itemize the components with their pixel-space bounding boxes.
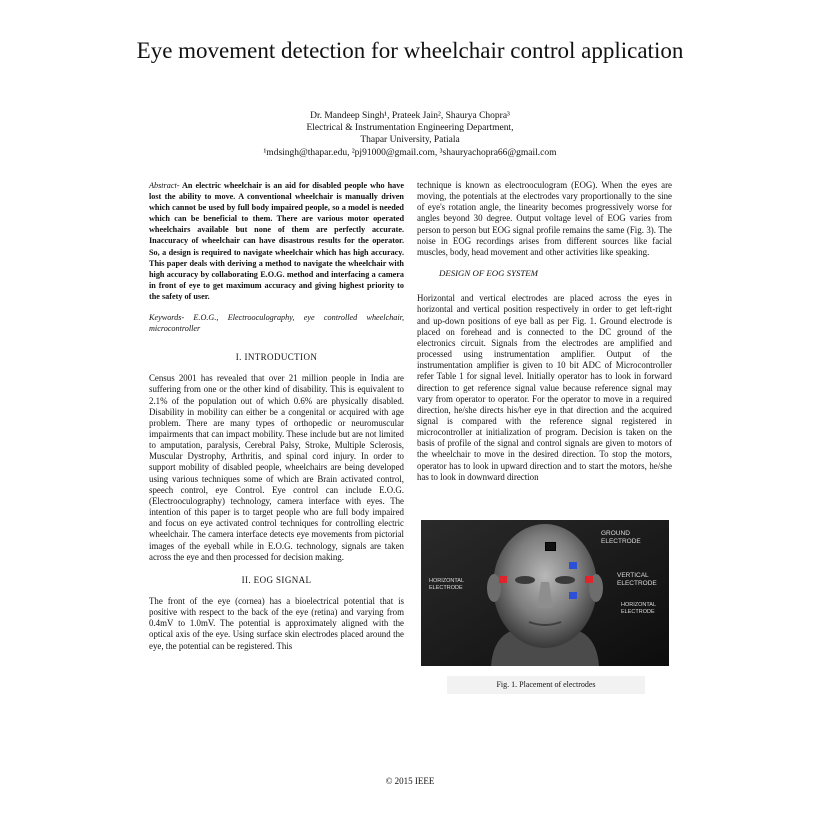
right-column bbox=[417, 180, 672, 493]
horizontal-electrode-right-marker bbox=[585, 576, 593, 583]
abstract-text: An electric wheelchair is an aid for disabled people who have lost the ability to move. A conventional wheelchair is manually driven which cannot be used by full body impaired people, so a model is needed which can be beneficial to them. There are various motor operated wheelchairs available but none of them are perfectly accurate. Inaccuracy of wheelchair can have disastrous results for the operator. So, a design is required to navigate wheelchair which has high accuracy. This paper deals with deriving a method to navigate the wheelchair with high accuracy by collaborating E.O.G. method and interfacing a camera in front of eye to get maximum accuracy and giving highest priority to the safety of user. bbox=[149, 181, 404, 301]
eog-signal-text: The front of the eye (cornea) has a bioelectrical potential that is positive with respect to the back of the eye (retina) and varying from 0.4mV to 1.0mV. The potential is approximately aligned with the optical axis of the eye. Using surface skin electrodes placed around the eye, the potential can be registered. This bbox=[149, 596, 404, 651]
label-horizontal-electrode: HORIZONTAL ELECTRODE bbox=[429, 578, 465, 591]
figure-electrode-placement bbox=[421, 520, 669, 666]
subheading-design-eog: DESIGN OF EOG SYSTEM bbox=[439, 268, 538, 279]
label-horizontal-electrode-right: HORIZONTAL ELECTRODE bbox=[621, 602, 657, 615]
horizontal-electrode-left-marker bbox=[499, 576, 507, 583]
ground-electrode-marker bbox=[545, 542, 556, 551]
author-names: Dr. Mandeep Singh¹, Prateek Jain², Shaurya Chopra³ bbox=[310, 111, 510, 121]
author-block bbox=[160, 110, 660, 159]
figure-caption: Fig. 1. Placement of electrodes bbox=[447, 676, 645, 694]
label-ground-electrode: GROUND ELECTRODE bbox=[601, 530, 641, 545]
introduction-text: Census 2001 has revealed that over 21 million people in India are suffering from one or the other kind of disability. This is equivalent to 2.1% of the population out of which 0.6% are physically disabled. Disability in mobility can either be a congenital or acquired with age problem. There are many types of orthopedic or neuromuscular impairments that can impact mobility. These include but are not limited to amputation, paralysis, Cerebral Palsy, Stroke, Multiple Sclerosis, Muscular Dystrophy, Arthritis, and spinal cord injury. In order to support mobility of disabled people, wheelchairs are being developed using various techniques some of which are Brain activated control, speech control, eye Control. Eye control can include E.O.G. (Electrooculography) technology, camera interface with eyes. The intention of this paper is to target people who are full body impaired and focus on eye activated control techniques for controlling electric wheelchair. The camera interface detects eye movements from pictorial images of the eyeball while in E.O.G. technology, signals are taken across the eye and then processed for decision making. bbox=[149, 373, 404, 562]
left-column bbox=[149, 180, 404, 662]
author-emails: ¹mdsingh@thapar.edu, ²pj91000@gmail.com, ³shauryachopra66@gmail.com bbox=[263, 147, 557, 158]
keywords: Keywords- E.O.G., Electrooculography, eye controlled wheelchair, microcontroller bbox=[149, 313, 404, 334]
author-university: Thapar University, Patiala bbox=[360, 135, 460, 146]
section-heading-introduction: I. INTRODUCTION bbox=[235, 352, 318, 363]
section-heading-eog-signal: II. EOG SIGNAL bbox=[241, 574, 312, 585]
label-vertical-electrode: VERTICAL ELECTRODE bbox=[617, 572, 657, 587]
abstract bbox=[149, 180, 404, 302]
vertical-electrode-bottom-marker bbox=[569, 592, 577, 599]
vertical-electrode-top-marker bbox=[569, 562, 577, 569]
paper-title: Eye movement detection for wheelchair control application bbox=[136, 38, 684, 63]
copyright-footer: © 2015 IEEE bbox=[385, 776, 435, 786]
abstract-lead: Abstract- bbox=[149, 181, 180, 190]
design-eog-text: Horizontal and vertical electrodes are placed across the eyes in horizontal and vertical position respectively in order to get left-right and up-down positions of eye ball as per Fig. 1. Ground electrode is placed on forehead and is connected to the DC ground of the electronics circuit. Signals from the electrodes are amplified and processed using instrumentation amplifier. Output of the instrumentation amplifier is given to 10 bit ADC of Microcontroller refer Table 1 for signal level. Initially operator has to look in forward direction to get reference signal value because reference signal may vary from operator to operator. For the operator to move in a required direction, he/she directs his/her eye in that direction and the acquired signal is compared with the reference signal registered in microcontroller at initialization of program. Decision is taken on the basis of profile of the signal and control signals are given to motors of the wheelchair to move in the desired direction. To stop the motors, operator has to look in upward direction and to start the motors, he/she has to look in downward direction bbox=[417, 293, 672, 482]
eog-continuation-text: technique is known as electrooculogram (EOG). When the eyes are moving, the potentials at the electrodes vary proportionally to the sine of eye's rotation angle, the linearity becomes progressively worse for angles beyond 30 degree. Output voltage level of EOG varies from person to person but EOG signal profile remains the same (Fig. 3). The noise in EOG recordings arises from different sources like facial muscles, body, head movement and other activities like speaking. bbox=[417, 180, 672, 257]
author-department: Electrical & Instrumentation Engineering Department, bbox=[306, 123, 514, 134]
